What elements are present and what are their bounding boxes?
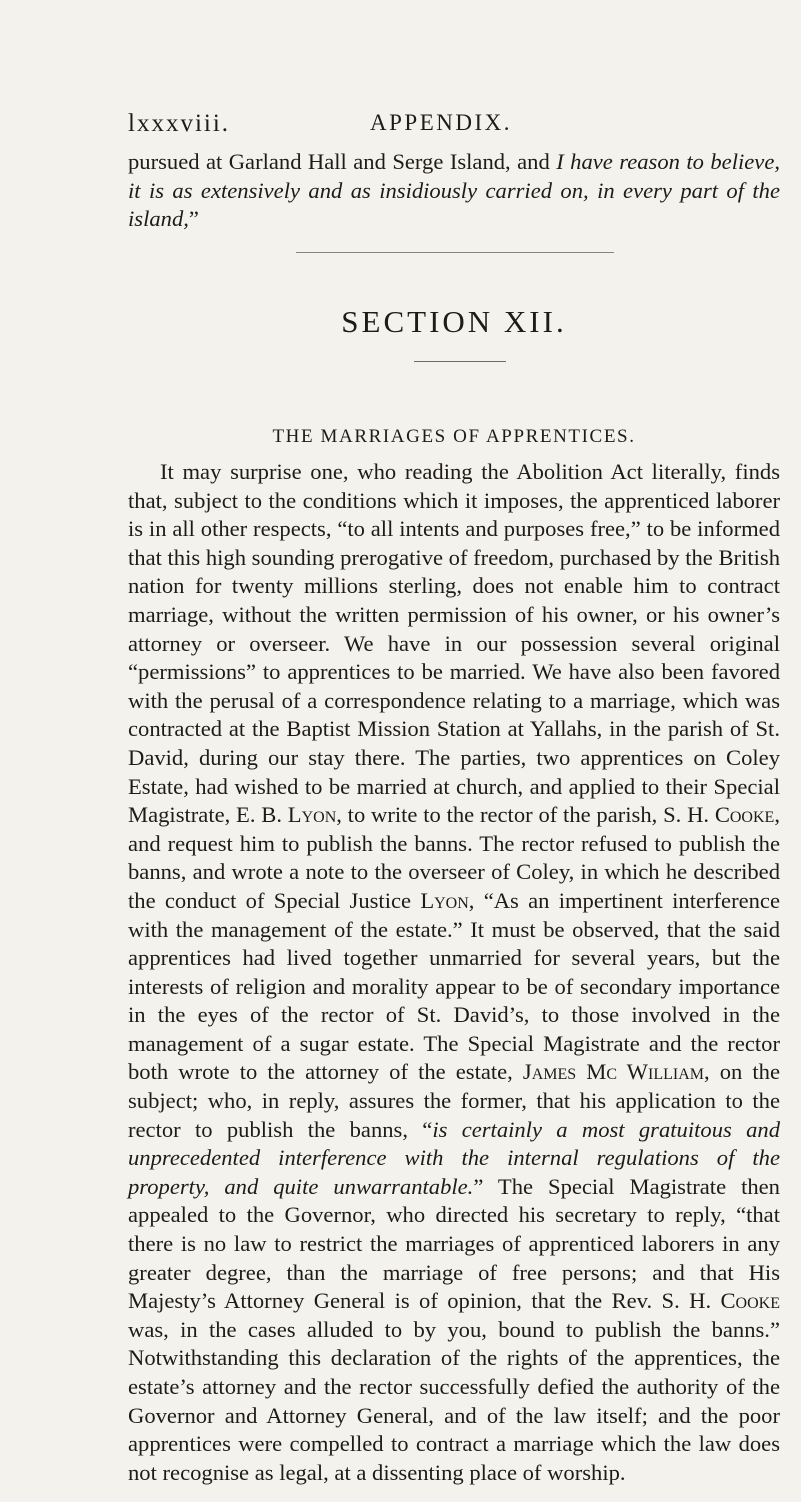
name-small-caps: Lyon — [420, 887, 469, 913]
name-small-caps: James Mc William — [522, 1059, 704, 1085]
heading-underline-rule — [414, 361, 506, 362]
intro-text-italic: I have reason to believe, it is as extensively and as insidiously carried on, in every part of the island, — [128, 149, 781, 232]
running-head — [128, 110, 780, 142]
body-paragraph — [128, 458, 780, 1487]
body-text — [128, 458, 780, 1487]
intro-paragraph — [128, 148, 780, 234]
section-divider-rule — [296, 252, 614, 253]
body-text-run: , on the subject; who, in reply, assures the former, that his application to the rector to publish the banns, “ — [128, 1059, 780, 1142]
section-subheading: THE MARRIAGES OF APPRENTICES. — [272, 426, 636, 447]
intro-text-roman: pursued at Garland Hall and Serge Island, and — [128, 149, 557, 174]
body-text-run: ” The Special Magistrate then appealed to the Governor, who directed his secretary to reply, “that there is no law to restrict the marriages of apprenticed laborers in any greater degree, than the marriage of free persons; and that His Majesty’s Attorney General is of opinion, that the Rev. S. H. — [128, 1173, 780, 1314]
intro-text — [128, 148, 780, 234]
name-small-caps: Cooke — [720, 1288, 780, 1314]
body-text-run: , to write to the rector of the parish, S. H. — [336, 802, 715, 828]
quoted-italic-text: is certainly a most gratuitous and unprecedented interference with the internal regulations of the property, and quite unwarrantable. — [128, 1116, 780, 1199]
name-small-caps: Lyon — [287, 802, 337, 828]
body-text-run: , “As an impertinent interference with the management of the estate.” It must be observed, that the said apprentices had lived together unmarried for several years, but the interests of religion and morality appear to be of secondary importance in the eyes of the rector of St. David’s, to those involved in the management of a sugar estate. The Special Magistrate and the rector both wrote to the attorney of the estate, — [128, 887, 780, 1085]
name-small-caps: Cooke — [714, 802, 775, 828]
body-text-run: was, in the cases alluded to by you, bound to publish the banns.” Notwithstanding this declaration of the rights of the apprentices, the estate’s attorney and the rector successfully defied the authority of the Governor and Attorney General, and of the law itself; and the poor apprentices were compelled to contract a marriage which the law does not recognise as legal, at a dissenting place of worship. — [128, 1316, 780, 1485]
running-head-title: APPENDIX. — [370, 110, 512, 135]
body-text-run: , and request him to publish the banns. The rector refused to publish the banns, and wrote a note to the overseer of Coley, in which he described the conduct of Special Justice — [128, 802, 780, 913]
section-heading: SECTION XII. — [341, 304, 567, 339]
intro-closing-quote: ” — [188, 206, 199, 232]
body-text-run: It may surprise one, who reading the Abolition Act literally, finds that, subject to the conditions which it imposes, the apprenticed laborer is in all other respects, “to all intents and purposes free,” to be informed that this high sounding prerogative of freedom, purchased by the British nation for twenty millions sterling, does not enable him to contract marriage, without the written permission of his owner, or his owner’s attorney or overseer. We have in our possession several original “permissions” to apprentices to be married. We have also been favored with the perusal of a correspondence relating to a marriage, which was contracted at the Baptist Mission Station at Yallahs, in the parish of St. David, during our stay there. The parties, two apprentices on Coley Estate, had wished to be married at church, and applied to their Special Magistrate, E. B. — [128, 459, 780, 828]
page-number: lxxxviii. — [128, 110, 231, 137]
